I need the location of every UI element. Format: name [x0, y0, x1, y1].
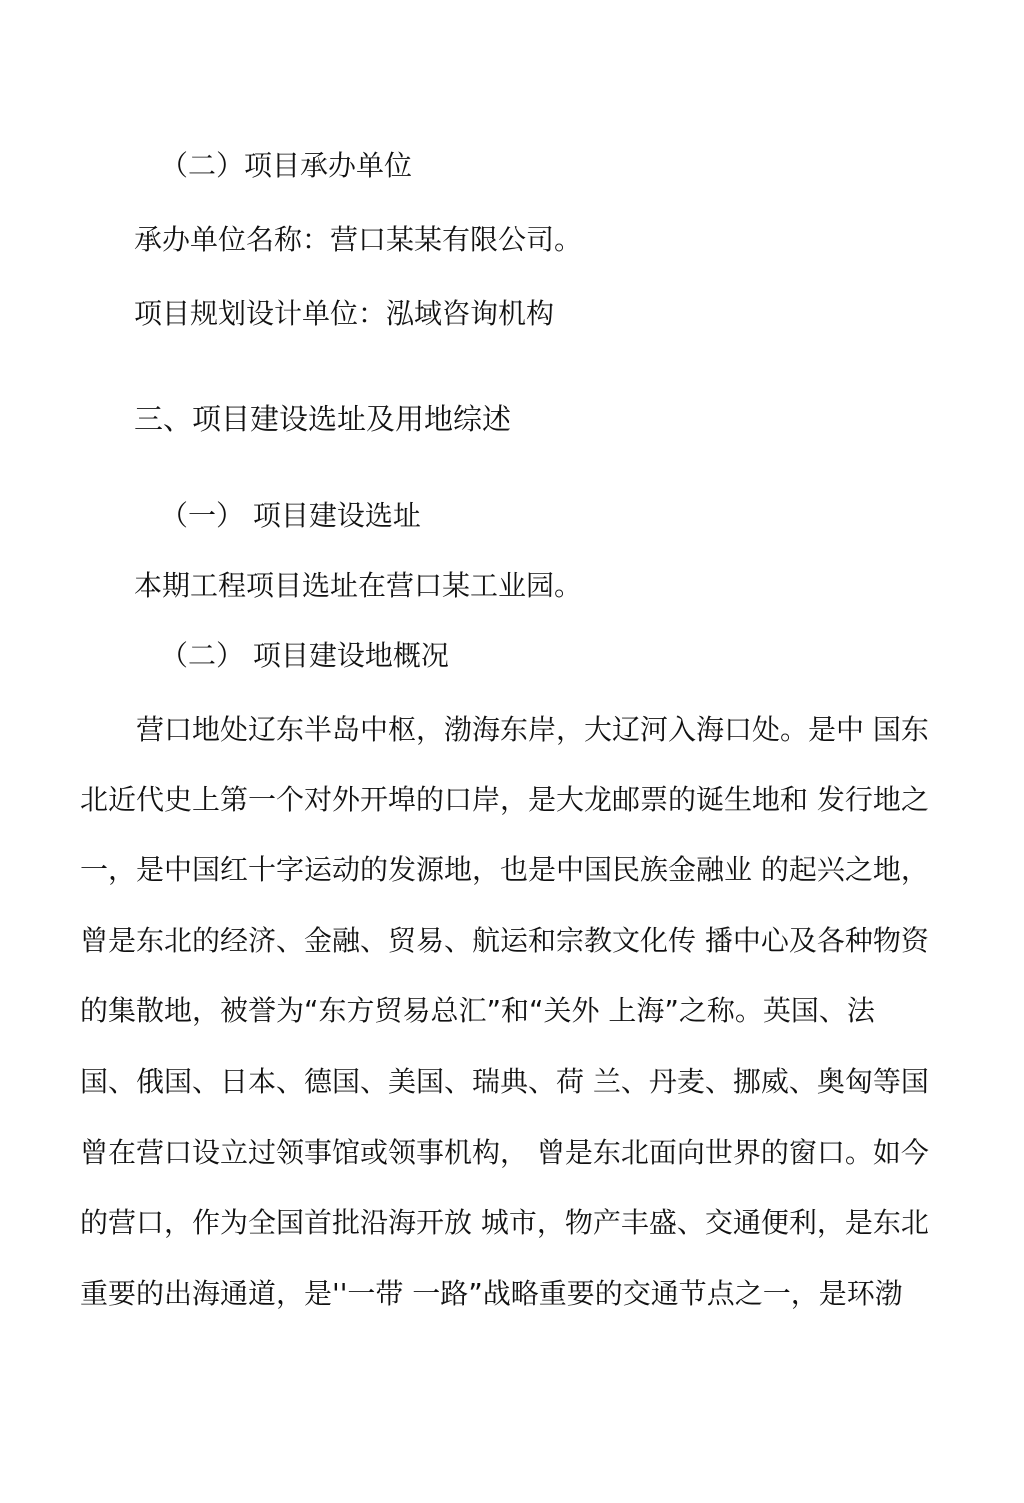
paragraph-line: 的营口，作为全国首批沿海开放 城市，物产丰盛、交通便利，是东北 [80, 1206, 929, 1239]
paragraph-line: 国、俄国、日本、德国、美国、瑞典、荷 兰、丹麦、挪威、奥匈等国 [80, 1065, 929, 1098]
section-heading-site: 三、项目建设选址及用地综述 [134, 402, 512, 436]
undertaker-name-line: 承办单位名称：营口某某有限公司。 [134, 223, 583, 256]
paragraph-line: 营口地处辽东半岛中枢，渤海东岸，大辽河入海口处。是中 国东 [136, 713, 929, 746]
paragraph-line: 的集散地，被誉为“东方贸易总汇”和“关外 上海”之称。英国、法 [80, 994, 875, 1027]
paragraph-line: 曾是东北的经济、金融、贸易、航运和宗教文化传 播中心及各种物资 [80, 924, 929, 957]
section-heading-undertaker: （二）项目承办单位 [160, 149, 413, 182]
paragraph-line: 重要的出海通道，是''一带 一路”战略重要的交通节点之一，是环渤 [80, 1277, 903, 1310]
paragraph-line: 曾在营口设立过领事馆或领事机构， 曾是东北面向世界的窗口。如今 [80, 1136, 929, 1169]
paragraph-line: 北近代史上第一个对外开埠的口岸，是大龙邮票的诞生地和 发行地之 [80, 783, 929, 816]
site-selection-text: 本期工程项目选址在营口某工业园。 [134, 569, 583, 602]
subsection-heading-site-selection: （一） 项目建设选址 [160, 499, 421, 532]
designer-line: 项目规划设计单位：泓域咨询机构 [134, 297, 555, 330]
subsection-heading-site-overview: （二） 项目建设地概况 [160, 639, 449, 672]
paragraph-line: 一，是中国红十字运动的发源地，也是中国民族金融业 的起兴之地， [80, 853, 929, 886]
